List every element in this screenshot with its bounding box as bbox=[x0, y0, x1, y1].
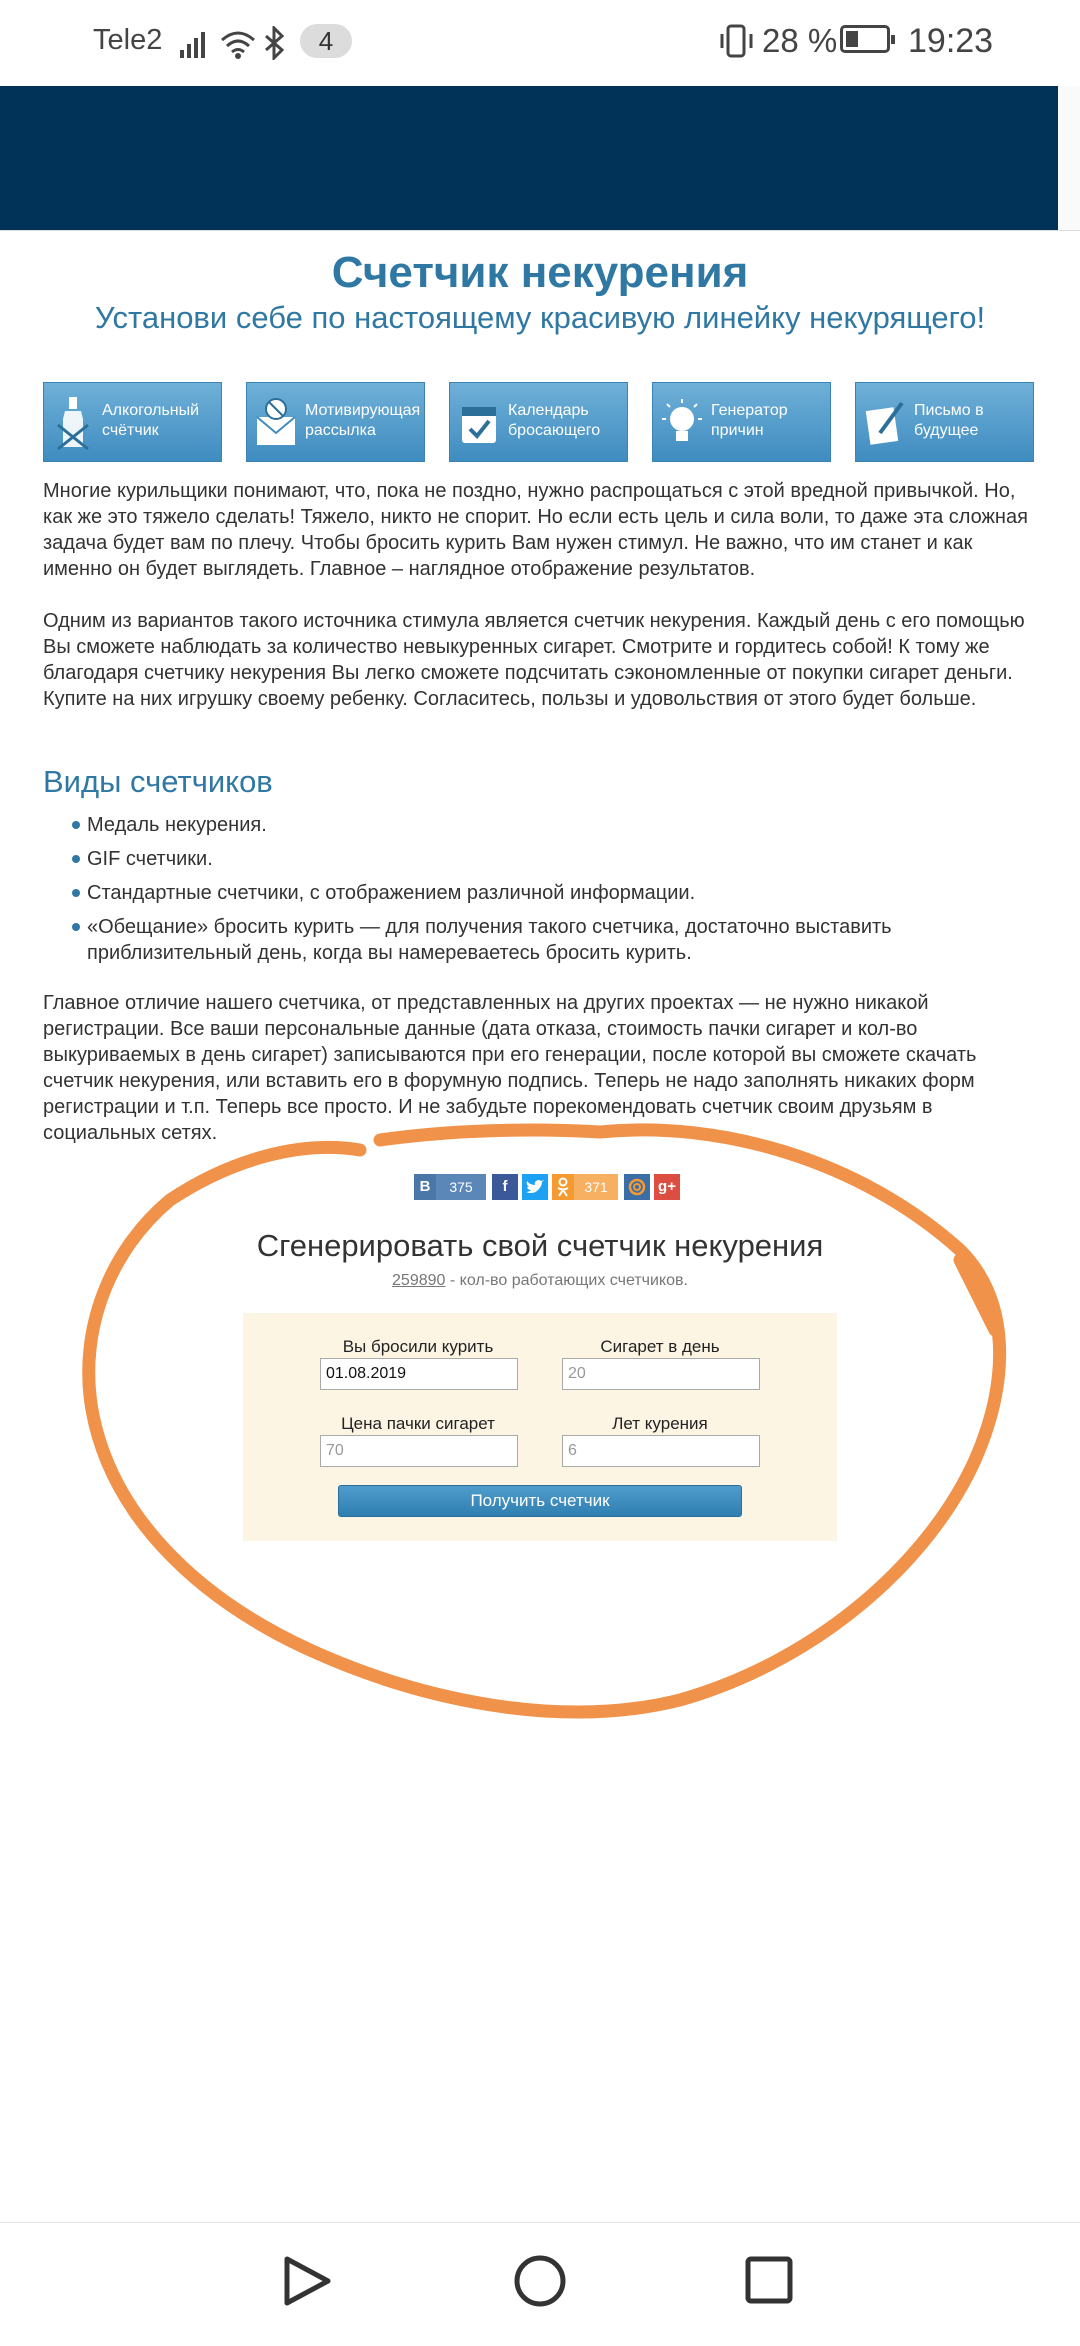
tile-motivation-mailing[interactable] bbox=[246, 382, 425, 462]
wifi-icon bbox=[222, 33, 254, 52]
list-item: Стандартные счетчики, с отображением различной информации. bbox=[70, 880, 1030, 906]
list-item: «Обещание» бросить курить — для получения такого счетчика, достаточно выставить приблизительный день, когда вы намереваетесь бросить курить. bbox=[70, 914, 1030, 966]
notification-badge: 4 bbox=[300, 24, 352, 58]
active-counters-link[interactable]: 259890 bbox=[392, 1272, 446, 1289]
back-button-icon bbox=[287, 2259, 328, 2303]
bottle-icon bbox=[52, 395, 94, 451]
home-button-icon bbox=[517, 2258, 563, 2304]
tile-label: Календарь бросающего bbox=[508, 402, 601, 439]
page-title: Счетчик некурения bbox=[331, 248, 749, 297]
generator-title: Сгенерировать свой счетчик некурения bbox=[256, 1228, 824, 1263]
generator-counter-info: 259890 - кол-во работающих счетчиков. bbox=[392, 1272, 688, 1289]
tile-label: Мотивирующая рассылка bbox=[305, 402, 421, 439]
signal-wifi-bluetooth-icons bbox=[178, 26, 296, 60]
carrier-name: Tele2 bbox=[93, 24, 163, 56]
at-sign-icon bbox=[628, 1178, 646, 1196]
list-item: Медаль некурения. bbox=[70, 812, 1030, 838]
smoking-years-input[interactable]: 6 bbox=[562, 1435, 760, 1467]
get-counter-button[interactable]: Получить счетчик bbox=[338, 1485, 742, 1517]
battery-percent: 28 % bbox=[762, 22, 838, 59]
counter-types-heading: Виды счетчиков bbox=[43, 764, 273, 799]
facebook-share-button[interactable]: f bbox=[492, 1174, 518, 1200]
list-item: GIF счетчики. bbox=[70, 846, 1030, 872]
tile-reasons-generator[interactable] bbox=[652, 382, 831, 462]
tile-letter-to-future[interactable] bbox=[855, 382, 1034, 462]
twitter-bird-icon bbox=[525, 1179, 545, 1195]
pack-price-label: Цена пачки сигарет bbox=[341, 1414, 495, 1433]
lightbulb-icon bbox=[661, 395, 703, 451]
odnoklassniki-share-button[interactable] bbox=[552, 1174, 574, 1200]
tile-quitter-calendar[interactable] bbox=[449, 382, 628, 462]
tile-alcohol-counter[interactable] bbox=[43, 382, 222, 462]
smoking-years-label: Лет курения bbox=[612, 1414, 708, 1433]
vk-share-button[interactable]: B bbox=[414, 1174, 436, 1200]
system-navigation-bar bbox=[0, 2222, 1080, 2341]
calendar-icon bbox=[458, 395, 500, 451]
pack-price-input[interactable]: 70 bbox=[320, 1435, 518, 1467]
cigarettes-per-day-label: Сигарет в день bbox=[600, 1337, 720, 1356]
battery-icon bbox=[840, 25, 890, 53]
quit-date-label: Вы бросили курить bbox=[342, 1337, 494, 1356]
bluetooth-icon bbox=[266, 28, 282, 58]
tile-label: Генератор причин bbox=[711, 402, 788, 439]
tile-label: Письмо в будущее bbox=[914, 402, 984, 439]
site-header-banner bbox=[0, 86, 1058, 234]
google-plus-share-button[interactable]: g+ bbox=[654, 1174, 680, 1200]
envelope-icon bbox=[255, 395, 297, 451]
quit-date-input[interactable]: 01.08.2019 bbox=[320, 1358, 518, 1390]
tile-label: Алкогольный счётчик bbox=[102, 402, 200, 439]
page-subtitle: Установи себе по настоящему красивую линейку некурящего! bbox=[94, 300, 986, 335]
intro-paragraph-3: Главное отличие нашего счетчика, от представленных на других проектах — не нужно никакой регистрации. Все ваши персональные данные (дата отказа, стоимость пачки сигарет и кол-во выкуриваемых в день сигарет) записываются при его генерации, после которой вы сможете скачать счетчик некурения, или вставить его в форумную подпись. Теперь не надо заполнять никаких форм регистрации и т.п. Теперь все просто. И не забудьте порекомендовать счетчик своим друзьям в социальных сетях. bbox=[43, 992, 977, 1144]
vk-share-count: 375 bbox=[436, 1174, 486, 1200]
letter-pen-icon bbox=[864, 395, 906, 451]
feature-tiles bbox=[43, 382, 1043, 462]
clock: 19:23 bbox=[908, 22, 994, 60]
counter-generator-form bbox=[243, 1313, 837, 1541]
odnoklassniki-icon bbox=[556, 1177, 570, 1197]
status-bar bbox=[0, 0, 1080, 86]
vibrate-icon bbox=[717, 22, 757, 62]
intro-paragraph-1: Многие курильщики понимают, что, пока не поздно, нужно распрощаться с этой вредной привычкой. Но, как же это тяжело сделать! Тяжело, никто не спорит. Но если есть цель и сила воли, то даже эта сложная задача будет вам по плечу. Чтобы бросить курить Вам нужен стимул. Не важно, что им станет и как именно он будет выглядеть. Главное – наглядное отображение результатов. bbox=[43, 480, 1028, 580]
intro-paragraph-2: Одним из вариантов такого источника стимула является счетчик некурения. Каждый день с его помощью Вы сможете наблюдать за количество невыкуренных сигарет. Смотрите и гордитесь собой! К тому же благодаря счетчику некурения Вы легко сможете подсчитать сэкономленные от покупки сигарет деньги. Купите на них игрушку своему ребенку. Согласитесь, пользы и удовольствия от этого будет больше. bbox=[43, 610, 1025, 710]
counter-types-list bbox=[70, 812, 1030, 974]
cigarettes-per-day-input[interactable]: 20 bbox=[562, 1358, 760, 1390]
cell-signal-icon bbox=[180, 32, 205, 58]
odnoklassniki-share-count: 371 bbox=[574, 1174, 618, 1200]
recents-button-icon bbox=[748, 2259, 790, 2301]
mailru-share-button[interactable] bbox=[624, 1174, 650, 1200]
twitter-share-button[interactable] bbox=[522, 1174, 548, 1200]
